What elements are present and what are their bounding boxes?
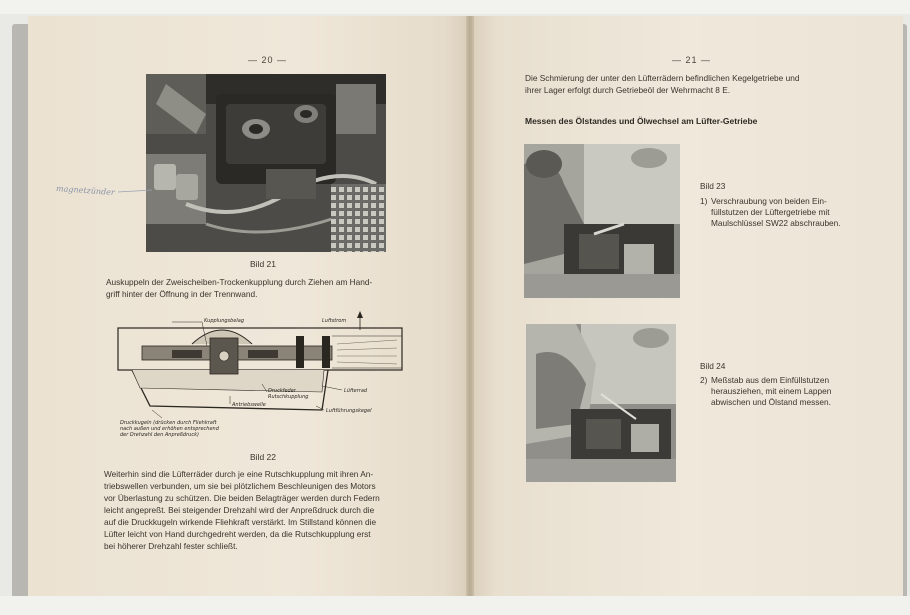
figure-caption-bild-22: Bild 22 [250, 452, 276, 462]
right-page-number: — 21 — [672, 55, 712, 65]
book-gutter [466, 16, 474, 600]
scan-background-bottom [0, 596, 910, 615]
left-page-number: — 20 — [248, 55, 288, 65]
label-druckkugeln-1: Druckkugeln (drücken durch Fliehkraft [120, 420, 217, 426]
caption-bild-23: Bild 23 [700, 181, 726, 191]
label-luftfuehrungskegel: Luftführungskegel [326, 408, 372, 414]
paragraph-clutch: Auskuppeln der Zweischeiben-Trockenkupplung durch Ziehen am Hand- griff hinter der Öffnung in der Trennwand. [106, 277, 373, 299]
step-number-1: 1) [700, 196, 708, 206]
label-druckkugeln-3: der Drehzahl den Anpreßdruck) [120, 432, 199, 438]
step-number-2: 2) [700, 375, 708, 385]
pencil-margin-note: magnetzünder [55, 183, 116, 198]
label-rutschkupplung: Rutschkupplung [268, 394, 309, 400]
figure-caption-bild-21: Bild 21 [250, 259, 276, 269]
label-druckkugeln-2: nach außen und erhöhen entsprechend [120, 426, 219, 432]
pencil-note-line [118, 188, 152, 194]
label-luefterrad: Lüfterrad [344, 388, 368, 394]
section-heading: Messen des Ölstandes und Ölwechsel am Lüfter-Getriebe [525, 116, 758, 126]
label-kupplungsbelag: Kupplungsbelag [204, 318, 245, 324]
step-text-2: Meßstab aus dem Einfüllstutzen herausziehen, mit einem Lappen abwischen und Ölstand messen. [711, 375, 832, 407]
photo-bild-23 [524, 144, 680, 298]
photo-bild-24 [526, 324, 676, 482]
paragraph-slip-clutch: Weiterhin sind die Lüfterräder durch je eine Rutschkupplung mit ihren An- triebswellen verbunden, um sie bei plötzlichem Beschleunigen des Motors vor Überlastung zu schützen. Die beiden Belagträger werden durch Federn leicht angepreßt. Bei steigender Drehzahl wird der Anpreßdruck durch die auf die Druckkugeln wirkende Fliehkraft verstärkt. Im Stillstand können die Lüfter leicht von Hand durchgedreht werden, da die Rutschkupplung erst bei höherer Drehzahl fester schließt. [104, 469, 380, 551]
clutch-diagram-bild-22 [112, 306, 412, 456]
step-text-1: Verschraubung von beiden Ein- füllstutzen der Lüftergetriebe mit Maulschlüssel SW22 abschrauben. [711, 196, 841, 228]
label-druckfeder: Druckfeder [268, 388, 296, 394]
scan-background-top [0, 0, 910, 14]
caption-bild-24: Bild 24 [700, 361, 726, 371]
label-luftstrom: Luftstrom [322, 318, 347, 324]
label-antriebswelle: Antriebswelle [232, 402, 266, 408]
engine-photo-bild-21 [146, 74, 386, 252]
right-page [470, 16, 903, 600]
paragraph-lubrication: Die Schmierung der unter den Lüfterrädern befindlichen Kegelgetriebe und ihrer Lager erfolgt durch Getriebeöl der Wehrmacht 8 E. [525, 73, 800, 95]
